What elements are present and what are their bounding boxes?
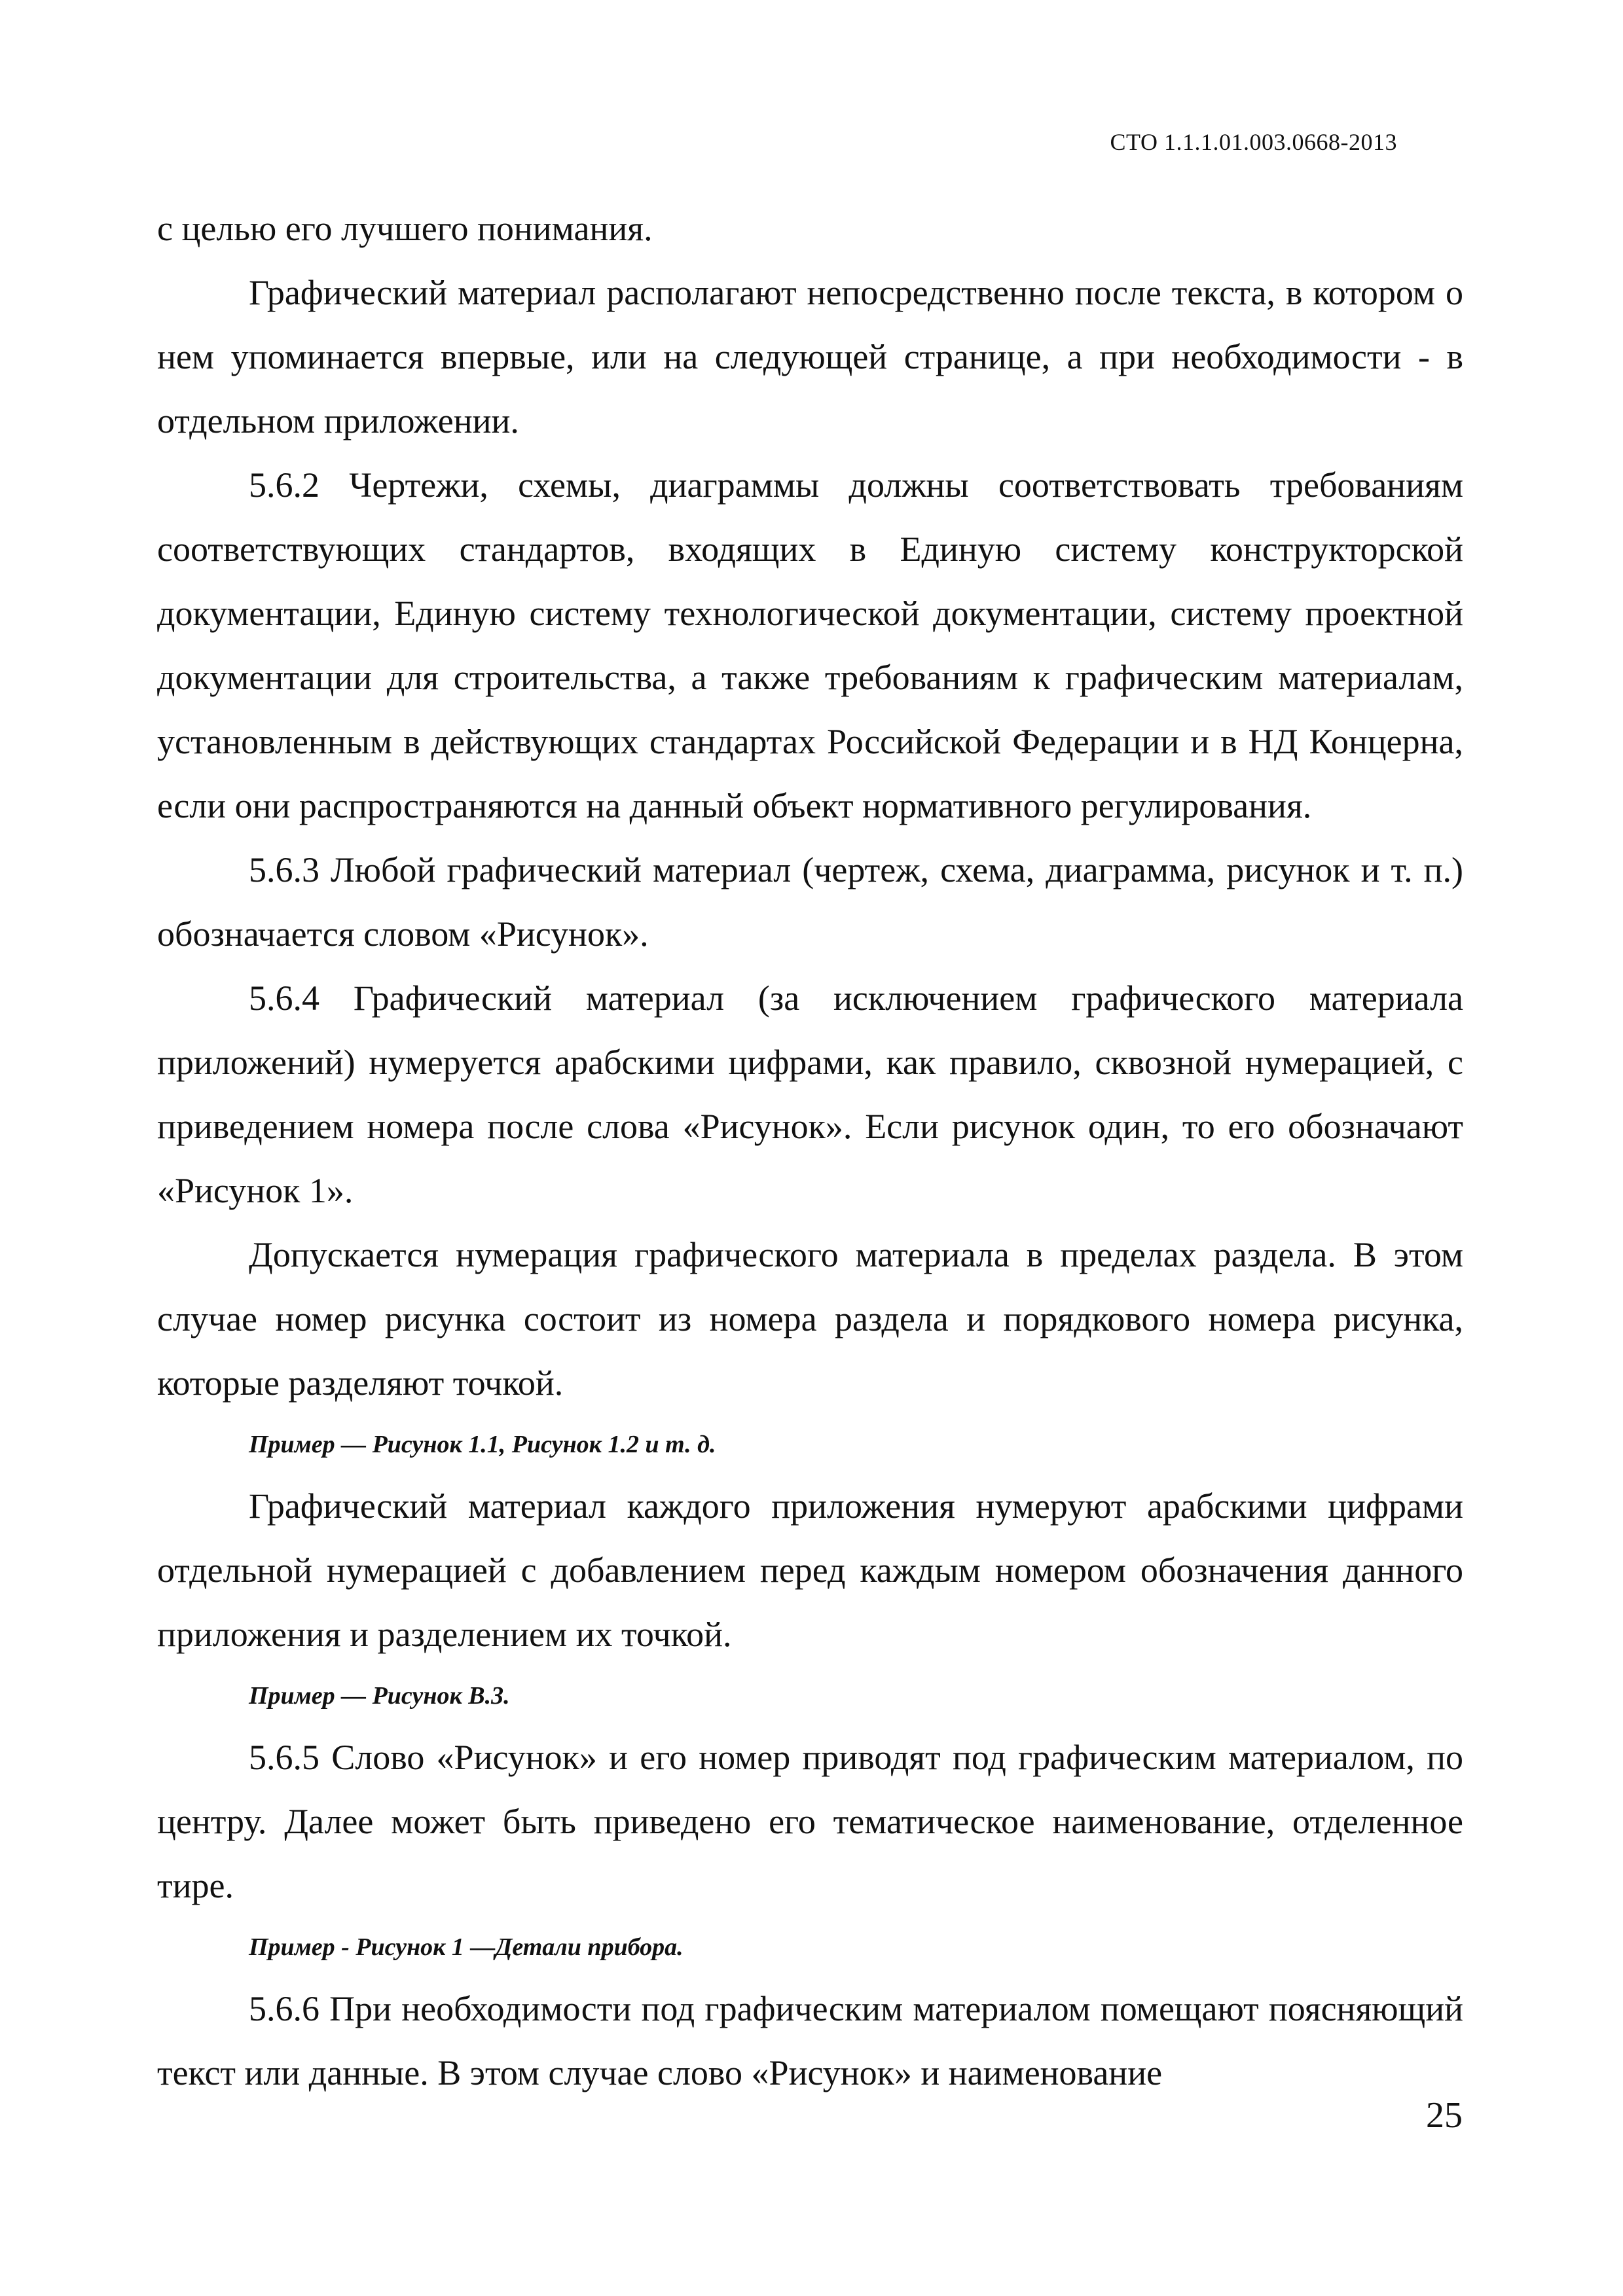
example-figure-title: Пример - Рисунок 1 —Детали прибора. (249, 1933, 684, 1961)
paragraph-continuation: с целью его лучшего понимания. (157, 209, 653, 248)
paragraph-5-6-4: 5.6.4 Графический материал (за исключением графического материала приложений) нумеруется арабскими цифрами, как правило, сквозной нумерацией, с приведением номера после слова «Рисунок». Если рисунок один, то его обозначают «Рисунок 1». (157, 978, 1463, 1210)
example-appendix-numbering: Пример — Рисунок В.3. (249, 1682, 510, 1710)
paragraph-5-6-2: 5.6.2 Чертежи, схемы, диаграммы должны соответствовать требованиям соответствующих стандартов, входящих в Единую систему конструкторской документации, Единую систему технологической документации, систему проектной документации для строительства, а также требованиям к графическим материалам, установленным в действующих стандартах Российской Федерации и в НД Концерна, если они распространяются на данный объект нормативного регулирования. (157, 465, 1463, 825)
paragraph-graphic-placement: Графический материал располагают непосредственно после текста, в котором о нем упоминается впервые, или на следующей странице, а при необходимости - в отдельном приложении. (157, 273, 1463, 440)
paragraph-appendix-numbering: Графический материал каждого приложения нумеруют арабскими цифрами отдельной нумерацией с добавлением перед каждым номером обозначения данного приложения и разделением их точкой. (157, 1486, 1463, 1654)
page-number: 25 (1426, 2095, 1463, 2136)
paragraph-5-6-6: 5.6.6 При необходимости под графическим материалом помещают поясняющий текст или данные. В этом случае слово «Рисунок» и наименование (157, 1989, 1463, 2092)
example-section-numbering: Пример — Рисунок 1.1, Рисунок 1.2 и т. д. (249, 1431, 716, 1458)
paragraph-5-6-3: 5.6.3 Любой графический материал (чертеж, схема, диаграмма, рисунок и т. п.) обозначается словом «Рисунок». (157, 850, 1463, 954)
body-text (157, 196, 1463, 2105)
paragraph-5-6-5: 5.6.5 Слово «Рисунок» и его номер приводят под графическим материалом, по центру. Далее может быть приведено его тематическое наименование, отделенное тире. (157, 1738, 1463, 1905)
document-code-header: СТО 1.1.1.01.003.0668-2013 (1110, 129, 1397, 155)
paragraph-section-numbering: Допускается нумерация графического материала в пределах раздела. В этом случае номер рисунка состоит из номера раздела и порядкового номера рисунка, которые разделяют точкой. (157, 1235, 1463, 1403)
